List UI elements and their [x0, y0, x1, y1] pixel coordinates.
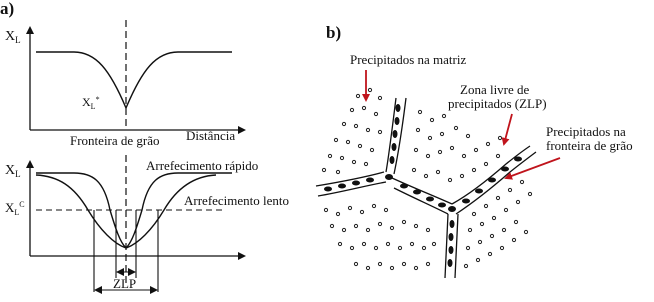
top-y-axis-label: $X_L$: [5, 29, 21, 45]
zlp-label: ZLP: [113, 276, 137, 291]
zlp-zone-arrow: [504, 114, 512, 144]
critical-concentration-label: $X_L^C$: [5, 200, 25, 217]
zlp-zone-label-line2: precipitados (ZLP): [448, 96, 547, 111]
boundary-precipitates: [324, 104, 522, 267]
top-concentration-curve: [36, 52, 232, 108]
panel-b-label: b): [326, 23, 342, 42]
boundary-precipitates-label-line1: Precipitados na: [546, 124, 626, 139]
grain-boundaries: [316, 98, 536, 278]
top-min-label: $X_L^*$: [82, 95, 100, 111]
bottom-y-axis-label: $X_L$: [5, 163, 21, 179]
matrix-precipitates-label: Precipitados na matriz: [350, 52, 467, 67]
top-plot: [5, 20, 244, 148]
bottom-plot: [5, 155, 289, 292]
microstructure-drawing: [316, 88, 536, 278]
top-x-center-label: Fronteira de grão: [70, 133, 160, 148]
curve-fast-label: Arrefecimento rápido: [146, 158, 259, 173]
curve-slow-label: Arrefecimento lento: [184, 193, 290, 208]
zlp-zone-label-line1: Zona livre de: [460, 82, 530, 97]
panel-a-label: a): [0, 0, 15, 18]
top-x-axis-label: Distância: [186, 128, 236, 143]
boundary-precipitates-label-line2: fronteira de grão: [546, 138, 633, 153]
